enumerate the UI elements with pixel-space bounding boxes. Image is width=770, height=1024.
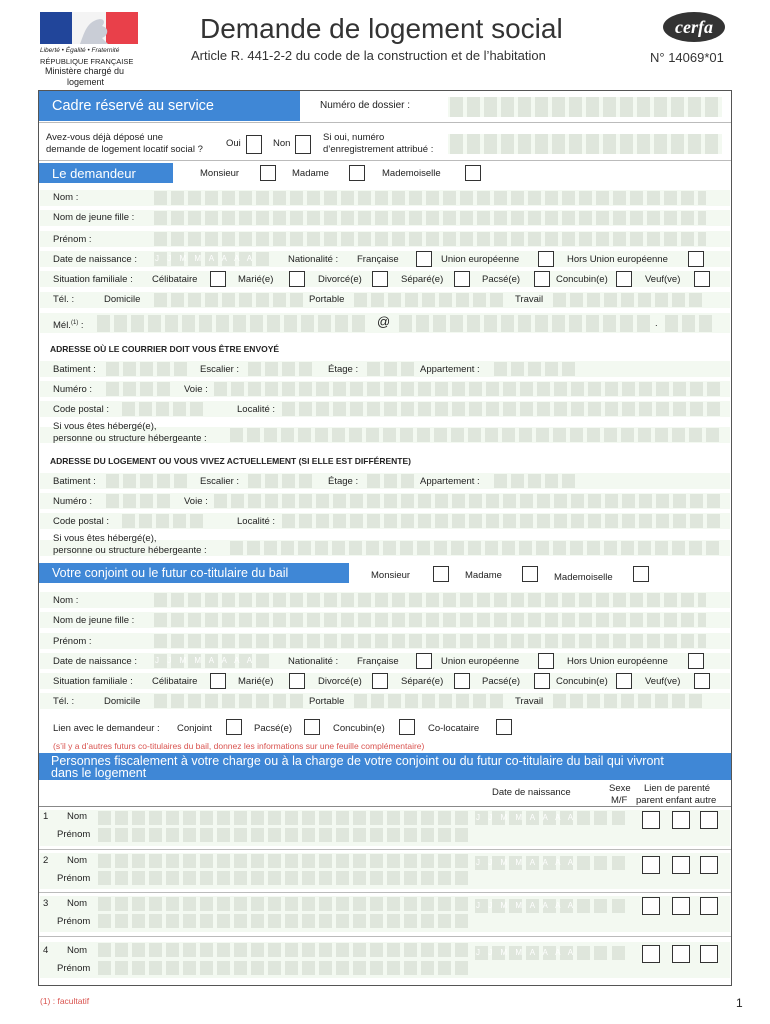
enfant-checkbox[interactable] [672, 856, 690, 874]
localite-field[interactable] [280, 402, 722, 416]
parent-checkbox[interactable] [642, 945, 660, 963]
personne-date-field[interactable]: J J M M A A A A [473, 899, 609, 913]
nom-label: Nom : [53, 192, 79, 203]
personne-row [39, 807, 731, 850]
lien-label: Lien avec le demandeur : [53, 723, 160, 734]
oui-checkbox[interactable] [246, 135, 262, 154]
adresse-logement-heading: ADRESSE DU LOGEMENT OU VOUS VIVEZ ACTUELLEMENT (SI ELLE EST DIFFÉRENTE) [50, 456, 411, 466]
code-postal-2-field[interactable] [120, 514, 205, 528]
conjoint-lien-checkbox[interactable] [226, 719, 242, 735]
madame-label: Madame [292, 168, 329, 179]
tel-domicile-field[interactable] [152, 293, 305, 307]
cerfa-number: N° 14069*01 [650, 50, 724, 65]
footnote: (1) : facultatif [40, 996, 90, 1006]
non-checkbox[interactable] [295, 135, 311, 154]
personne-date-field[interactable]: J J M M A A A A [473, 811, 609, 825]
code-postal-label: Code postal : [53, 404, 109, 415]
escalier-2-field[interactable] [246, 474, 314, 488]
nom-jeune-fille-field[interactable] [152, 211, 706, 225]
legal-reference: Article R. 441-2-2 du code de la construction et de l’habitation [191, 48, 546, 63]
personne-prenom-label: Prénom [57, 829, 91, 840]
personne-row [39, 937, 731, 983]
personne-prenom-label: Prénom [57, 963, 91, 974]
colocataire-lien-label: Co-locataire [428, 723, 480, 734]
batiment-field[interactable] [104, 362, 189, 376]
page-number: 1 [736, 996, 743, 1010]
enfant-checkbox[interactable] [672, 811, 690, 829]
voie-2-field[interactable] [212, 494, 722, 508]
conjoint-tel-label: Tél. : [53, 696, 75, 707]
escalier-2-label: Escalier : [200, 476, 240, 487]
republic-name: RÉPUBLIQUE FRANÇAISE [40, 57, 134, 66]
pacse-lien-label: Pacsé(e) [254, 723, 293, 734]
conjoint-nom-label: Nom : [53, 595, 79, 606]
ue-label: Union européenne [441, 254, 520, 265]
conjoint-divorce-label: Divorcé(e) [318, 676, 362, 687]
domicile-label: Domicile [104, 294, 141, 305]
personne-num: 3 [43, 898, 49, 909]
personne-nom-label: Nom [67, 898, 88, 909]
francaise-checkbox[interactable] [416, 251, 432, 267]
republique-logo [40, 12, 138, 44]
mademoiselle-label: Mademoiselle [382, 168, 441, 179]
separe-label: Séparé(e) [401, 274, 444, 285]
hors-ue-checkbox[interactable] [688, 251, 704, 267]
travail-label: Travail [515, 294, 544, 305]
personne-sexe-field[interactable] [610, 946, 627, 960]
personne-num: 2 [43, 855, 49, 866]
heberge-2-label-1: Si vous êtes hébergé(e), [53, 533, 157, 544]
celibataire-label: Célibataire [152, 274, 198, 285]
personne-sexe-field[interactable] [610, 899, 627, 913]
col-lien-1: Lien de parenté [644, 783, 711, 794]
conjoint-domicile-label: Domicile [104, 696, 141, 707]
localite-2-label: Localité : [237, 516, 276, 527]
madame-checkbox[interactable] [349, 165, 365, 181]
demandeur-heading: Le demandeur [39, 163, 173, 183]
situation-label: Situation familiale : [53, 274, 133, 285]
conjoint-veuf-checkbox[interactable] [694, 673, 710, 689]
personne-nom-field[interactable] [96, 854, 472, 868]
concubin-lien-label: Concubin(e) [333, 723, 385, 734]
divorce-checkbox[interactable] [372, 271, 388, 287]
pacse-checkbox[interactable] [534, 271, 550, 287]
autre-checkbox[interactable] [700, 897, 718, 915]
conjoint-monsieur-label: Monsieur [371, 570, 411, 581]
conjoint-heading: Votre conjoint ou le futur co-titulaire du bail [39, 563, 349, 583]
conjoint-situation-label: Situation familiale : [53, 676, 133, 687]
mel-tld-field[interactable] [663, 315, 714, 332]
conjoint-separe-label: Séparé(e) [401, 676, 444, 687]
col-sexe-2: M/F [611, 795, 628, 806]
conjoint-separe-checkbox[interactable] [454, 673, 470, 689]
heberge-label-2: personne ou structure hébergeante : [53, 433, 207, 444]
personne-nom-label: Nom [67, 855, 88, 866]
adresse-courrier-heading: ADRESSE OÙ LE COURRIER DOIT VOUS ÊTRE ENVOYÉ [50, 344, 280, 354]
personne-nom-field[interactable] [96, 897, 472, 911]
enfant-checkbox[interactable] [672, 945, 690, 963]
batiment-label: Batiment : [53, 364, 96, 375]
personne-prenom-field[interactable] [96, 871, 472, 885]
monsieur-label: Monsieur [200, 168, 240, 179]
nom-jeune-fille-label: Nom de jeune fille : [53, 212, 135, 223]
mel-user-field[interactable] [95, 315, 367, 332]
conjoint-pacse-label: Pacsé(e) [482, 676, 521, 687]
date-naissance-field[interactable]: J J M M A A A A [152, 252, 271, 266]
conjoint-travail-label: Travail [515, 696, 544, 707]
voie-field[interactable] [212, 382, 722, 396]
previous-request-question-1: Avez-vous déjà déposé une [46, 132, 164, 143]
parent-checkbox[interactable] [642, 897, 660, 915]
personnes-heading: Personnes fiscalement à votre charge ou à la charge de votre conjoint ou du futur co-titulaire du bail qui vivront dans le logement [39, 753, 731, 780]
conjoint-tel-portable-field[interactable] [352, 694, 505, 708]
conjoint-nom-field[interactable] [152, 593, 706, 607]
personne-nom-field[interactable] [96, 811, 472, 825]
col-date-naissance: Date de naissance [492, 787, 571, 798]
conjoint-tel-travail-field[interactable] [551, 694, 704, 708]
conjoint-date-naissance-label: Date de naissance : [53, 656, 137, 667]
conjoint-mademoiselle-label: Mademoiselle [554, 572, 613, 583]
ue-checkbox[interactable] [538, 251, 554, 267]
ministry-line-1: Ministère chargé du [45, 66, 125, 76]
divorce-label: Divorcé(e) [318, 274, 362, 285]
mel-domain-field[interactable] [397, 315, 652, 332]
conjoint-nom-jeune-fille-field[interactable] [152, 613, 706, 627]
heberge-label-1: Si vous êtes hébergé(e), [53, 421, 157, 432]
conjoint-francaise-checkbox[interactable] [416, 653, 432, 669]
personne-prenom-field[interactable] [96, 914, 472, 928]
localite-2-field[interactable] [280, 514, 722, 528]
batiment-2-field[interactable] [104, 474, 189, 488]
etage-field[interactable] [365, 362, 416, 376]
conjoint-nationalite-label: Nationalité : [288, 656, 339, 667]
enfant-checkbox[interactable] [672, 897, 690, 915]
appartement-field[interactable] [492, 362, 577, 376]
hors-ue-label: Hors Union européenne [567, 254, 668, 265]
conjoint-portable-label: Portable [309, 696, 345, 707]
non-label: Non [273, 138, 291, 149]
conjoint-ue-checkbox[interactable] [538, 653, 554, 669]
code-postal-field[interactable] [120, 402, 205, 416]
republic-motto: Liberté • Égalité • Fraternité [40, 47, 120, 54]
numero-label: Numéro : [53, 384, 93, 395]
service-heading: Cadre réservé au service [39, 91, 300, 121]
registration-label-2: d’enregistrement attribué : [323, 144, 434, 155]
dossier-label: Numéro de dossier : [320, 100, 411, 111]
conjoint-concubin-checkbox[interactable] [616, 673, 632, 689]
conjoint-monsieur-checkbox[interactable] [433, 566, 449, 582]
conjoint-pacse-checkbox[interactable] [534, 673, 550, 689]
etage-2-label: Étage : [328, 476, 359, 487]
conjoint-lien-label: Conjoint [177, 723, 212, 734]
tel-portable-field[interactable] [352, 293, 505, 307]
col-lien-2: parent enfant autre [636, 795, 717, 806]
personne-prenom-field[interactable] [96, 828, 472, 842]
monsieur-checkbox[interactable] [260, 165, 276, 181]
heberge-field[interactable] [228, 428, 722, 442]
conjoint-madame-label: Madame [465, 570, 502, 581]
conjoint-francaise-label: Française [357, 656, 399, 667]
heberge-2-label-2: personne ou structure hébergeante : [53, 545, 207, 556]
personne-prenom-label: Prénom [57, 873, 91, 884]
tel-label: Tél. : [53, 294, 75, 305]
code-postal-2-label: Code postal : [53, 516, 109, 527]
at-sign: @ [377, 314, 391, 329]
appartement-2-label: Appartement : [420, 476, 480, 487]
mel-label: Mél.$^{(1)}$ : [53, 320, 84, 332]
registration-number-field[interactable] [448, 134, 722, 154]
nationalite-label: Nationalité : [288, 254, 339, 265]
conjoint-concubin-label: Concubin(e) [556, 676, 608, 687]
heberge-2-field[interactable] [228, 541, 722, 555]
concubin-lien-checkbox[interactable] [399, 719, 415, 735]
veuf-checkbox[interactable] [694, 271, 710, 287]
parent-checkbox[interactable] [642, 811, 660, 829]
autre-checkbox[interactable] [700, 811, 718, 829]
marie-checkbox[interactable] [289, 271, 305, 287]
etage-label: Étage : [328, 364, 359, 375]
appartement-label: Appartement : [420, 364, 480, 375]
concubin-checkbox[interactable] [616, 271, 632, 287]
dot-sign: . [655, 318, 658, 329]
numero-2-label: Numéro : [53, 496, 93, 507]
personne-date-field[interactable]: J J M M A A A A [473, 946, 609, 960]
veuf-label: Veuf(ve) [645, 274, 681, 285]
oui-label: Oui [226, 138, 241, 149]
personne-prenom-label: Prénom [57, 916, 91, 927]
conjoint-nom-jeune-fille-label: Nom de jeune fille : [53, 615, 135, 626]
ministry-line-2: logement [67, 77, 105, 87]
personne-prenom-field[interactable] [96, 961, 472, 975]
date-naissance-label: Date de naissance : [53, 254, 137, 265]
conjoint-prenom-field[interactable] [152, 634, 706, 648]
cotitulaire-note: (s’il y a d’autres futurs co-titulaires du bail, donnez les informations sur une feuille complémentaire) [53, 741, 425, 751]
cerfa-logo [663, 12, 725, 42]
escalier-field[interactable] [246, 362, 314, 376]
prenom-label: Prénom : [53, 234, 92, 245]
colocataire-lien-checkbox[interactable] [496, 719, 512, 735]
personne-nom-label: Nom [67, 811, 88, 822]
appartement-2-field[interactable] [492, 474, 577, 488]
previous-request-question-2: demande de logement locatif social ? [46, 144, 203, 155]
conjoint-date-naissance-field[interactable]: J J M M A A A A [152, 654, 271, 668]
conjoint-mademoiselle-checkbox[interactable] [633, 566, 649, 582]
autre-checkbox[interactable] [700, 945, 718, 963]
dossier-number-field[interactable] [448, 97, 722, 117]
conjoint-hors-ue-label: Hors Union européenne [567, 656, 668, 667]
portable-label: Portable [309, 294, 345, 305]
personne-row [39, 850, 731, 893]
etage-2-field[interactable] [365, 474, 416, 488]
localite-label: Localité : [237, 404, 276, 415]
autre-checkbox[interactable] [700, 856, 718, 874]
conjoint-veuf-label: Veuf(ve) [645, 676, 681, 687]
numero-2-field[interactable] [104, 494, 172, 508]
mademoiselle-checkbox[interactable] [465, 165, 481, 181]
personne-date-field[interactable]: J J M M A A A A [473, 856, 609, 870]
personne-sexe-field[interactable] [610, 856, 627, 870]
marie-label: Marié(e) [238, 274, 274, 285]
escalier-label: Escalier : [200, 364, 240, 375]
conjoint-tel-domicile-field[interactable] [152, 694, 305, 708]
personne-sexe-field[interactable] [610, 811, 627, 825]
tel-travail-field[interactable] [551, 293, 704, 307]
personne-nom-label: Nom [67, 945, 88, 956]
francaise-label: Française [357, 254, 399, 265]
col-sexe-1: Sexe [609, 783, 631, 794]
conjoint-ue-label: Union européenne [441, 656, 520, 667]
voie-label: Voie : [184, 384, 208, 395]
conjoint-celibataire-checkbox[interactable] [210, 673, 226, 689]
celibataire-checkbox[interactable] [210, 271, 226, 287]
conjoint-marie-label: Marié(e) [238, 676, 274, 687]
personne-num: 4 [43, 945, 49, 956]
conjoint-prenom-label: Prénom : [53, 636, 92, 647]
registration-label-1: Si oui, numéro [323, 132, 385, 143]
nom-field[interactable] [152, 191, 706, 205]
concubin-label: Concubin(e) [556, 274, 608, 285]
page-title: Demande de logement social [200, 13, 563, 44]
personne-num: 1 [43, 811, 49, 822]
conjoint-hors-ue-checkbox[interactable] [688, 653, 704, 669]
separe-checkbox[interactable] [454, 271, 470, 287]
cerfa-logo-text: cerfa [675, 17, 713, 37]
numero-field[interactable] [104, 382, 172, 396]
prenom-field[interactable] [152, 232, 706, 246]
personne-row [39, 893, 731, 937]
batiment-2-label: Batiment : [53, 476, 96, 487]
voie-2-label: Voie : [184, 496, 208, 507]
conjoint-marie-checkbox[interactable] [289, 673, 305, 689]
conjoint-celibataire-label: Célibataire [152, 676, 198, 687]
parent-checkbox[interactable] [642, 856, 660, 874]
conjoint-divorce-checkbox[interactable] [372, 673, 388, 689]
personne-nom-field[interactable] [96, 943, 472, 957]
pacse-lien-checkbox[interactable] [304, 719, 320, 735]
pacse-label: Pacsé(e) [482, 274, 521, 285]
conjoint-madame-checkbox[interactable] [522, 566, 538, 582]
